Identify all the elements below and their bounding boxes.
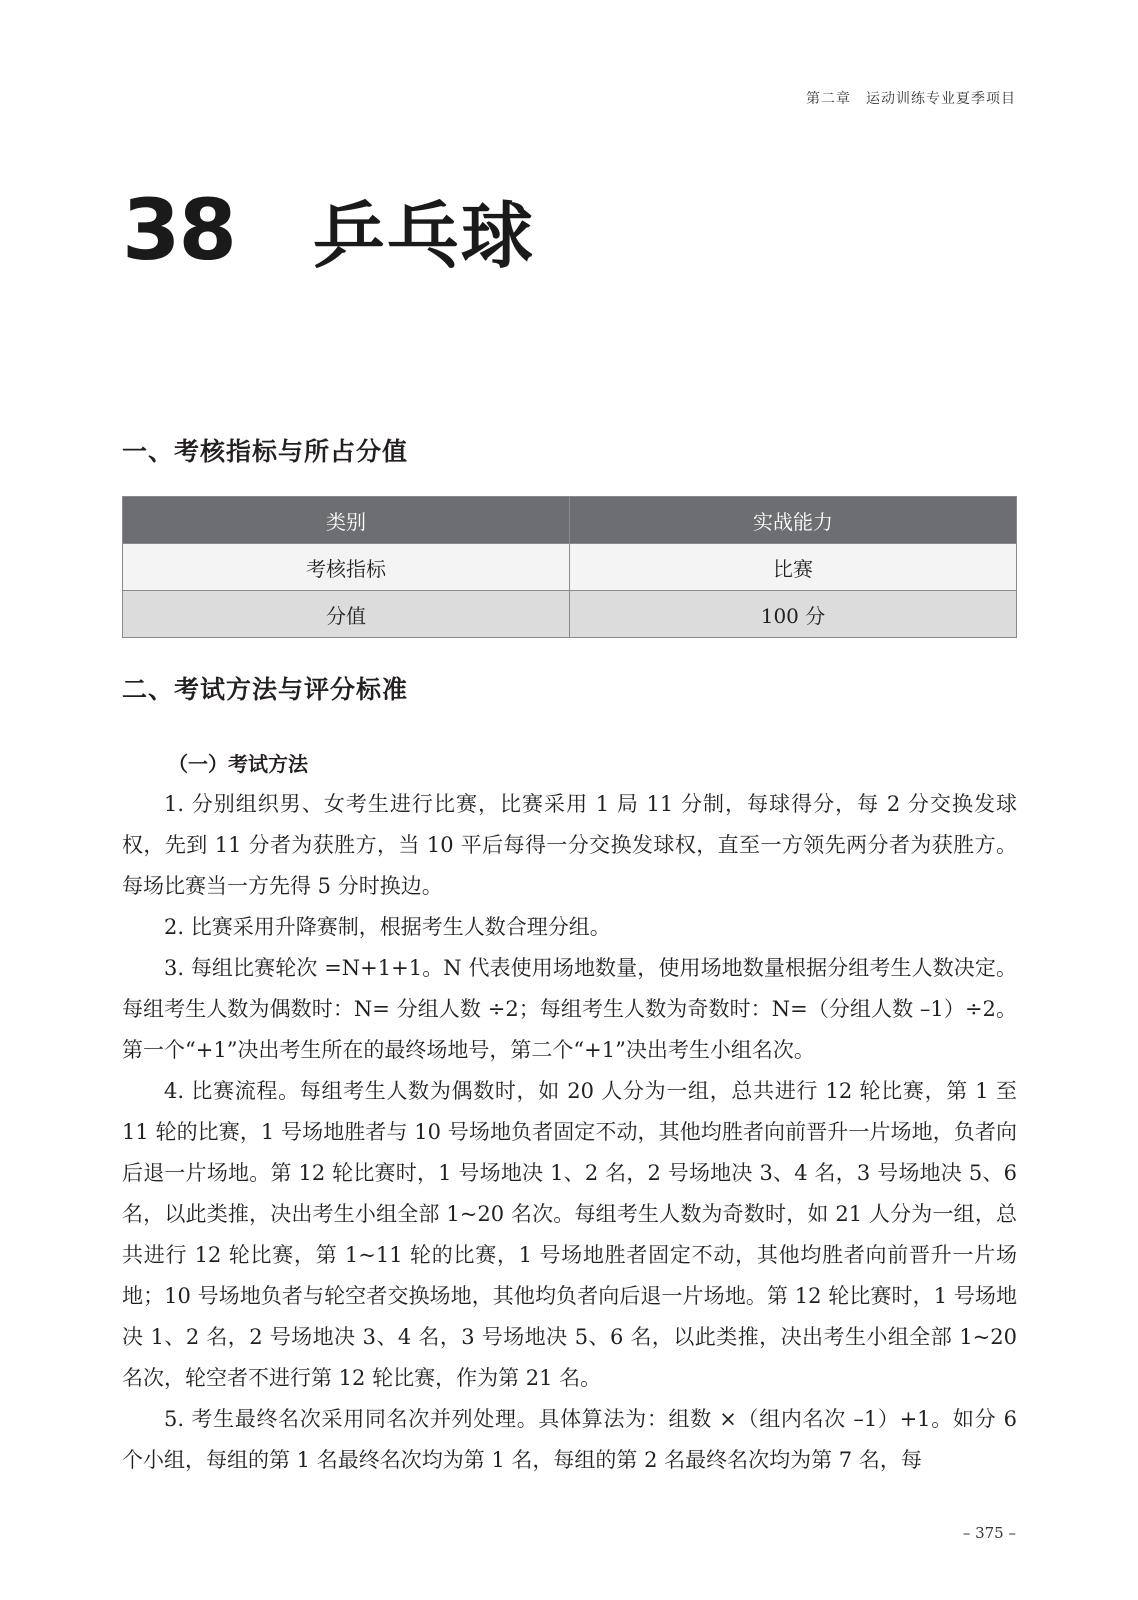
table-row — [123, 544, 1017, 591]
table-cell: 比赛 — [570, 544, 1017, 591]
table-header-row — [123, 497, 1017, 544]
table-header-cell: 实战能力 — [570, 497, 1017, 544]
score-table — [122, 496, 1017, 638]
table-cell: 分值 — [123, 591, 570, 638]
paragraph: 4. 比赛流程。每组考生人数为偶数时，如 20 人分为一组，总共进行 12 轮比赛，第 1 至 11 轮的比赛，1 号场地胜者与 10 号场地负者固定不动，其他均胜者向前晋升一片场地，负者向后退一片场地。第 12 轮比赛时，1 号场地决 1、2 名，2 号场地决 3、4 名，3 号场地决 5、6 名，以此类推，决出考生小组全部 1~20 名次。每组考生人数为奇数时，如 21 人分为一组，总共进行 12 轮比赛，第 1~11 轮的比赛，1 号场地胜者固定不动，其他均胜者向前晋升一片场地；10 号场地负者与轮空者交换场地，其他均负者向后退一片场地。第 12 轮比赛时，1 号场地决 1、2 名，2 号场地决 3、4 名，3 号场地决 5、6 名，以此类推，决出考生小组全部 1~20 名次，轮空者不进行第 12 轮比赛，作为第 21 名。 — [122, 1079, 1017, 1390]
paragraph: 5. 考生最终名次采用同名次并列处理。具体算法为：组数 ×（组内名次 –1）+1。如分 6 个小组，每组的第 1 名最终名次均为第 1 名，每组的第 2 名最终名次均为第 7 名，每 — [122, 1407, 1017, 1472]
paragraph: 3. 每组比赛轮次 =N+1+1。N 代表使用场地数量，使用场地数量根据分组考生人数决定。每组考生人数为偶数时：N= 分组人数 ÷2；每组考生人数为奇数时：N=（分组人数 –1）÷2。第一个“+1”决出考生所在的最终场地号，第二个“+1”决出考生小组名次。 — [122, 956, 1017, 1062]
table-row — [123, 591, 1017, 638]
table-cell: 100 分 — [570, 591, 1017, 638]
page-number: – 375 – — [962, 1524, 1016, 1542]
table-header-cell: 类别 — [123, 497, 570, 544]
table-cell: 考核指标 — [123, 544, 570, 591]
section-heading-2: 二、考试方法与评分标准 — [122, 675, 409, 704]
paragraph: 1. 分别组织男、女考生进行比赛，比赛采用 1 局 11 分制，每球得分，每 2 分交换发球权，先到 11 分者为获胜方，当 10 平后每得一分交换发球权，直至一方领先两分者为获胜方。每场比赛当一方先得 5 分时换边。 — [122, 792, 1017, 898]
body-text — [122, 784, 1017, 1481]
chapter-name: 乒乓球 — [312, 194, 535, 278]
chapter-title — [122, 178, 535, 282]
subsection-heading: （一）考试方法 — [168, 752, 308, 776]
running-header: 第二章 运动训练专业夏季项目 — [806, 91, 1016, 107]
section-heading-1: 一、考核指标与所占分值 — [122, 437, 409, 466]
paragraph: 2. 比赛采用升降赛制，根据考生人数合理分组。 — [164, 915, 611, 939]
chapter-number: 38 — [122, 181, 235, 279]
